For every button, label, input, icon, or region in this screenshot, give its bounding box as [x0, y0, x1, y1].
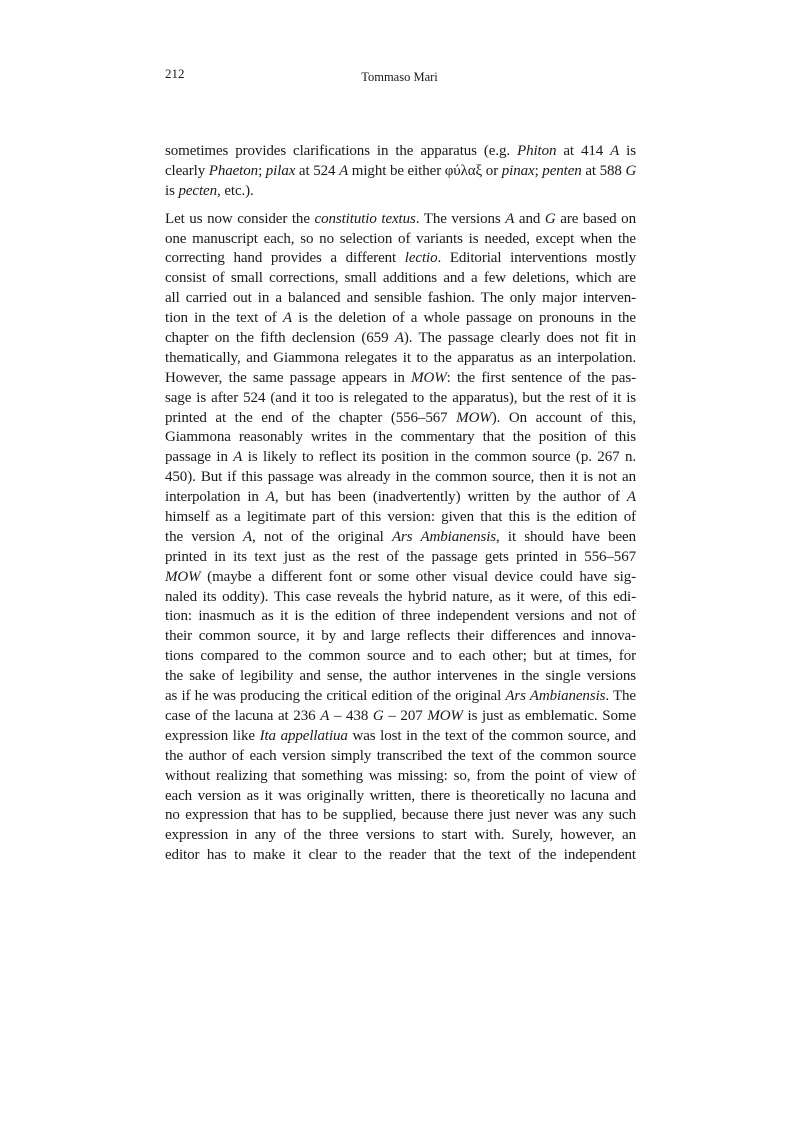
- text-line: no expression that has to be supplied, because there just never was any such: [165, 807, 636, 824]
- italic-term: MOW: [411, 369, 447, 386]
- text-line: himself as a legitimate part of this version: given that this is the edition of: [165, 509, 636, 526]
- text-line: the version A, not of the original Ars Ambianensis, it should have been: [165, 528, 636, 545]
- text-line: tion in the text of A is the deletion of a whole passage on pronouns in the: [165, 310, 636, 327]
- text-line: clearly Phaeton; pilax at 524 A might be either φύλαξ or pinax; penten at 588 G: [165, 162, 637, 179]
- paragraph: [165, 142, 636, 202]
- italic-term: penten: [542, 162, 582, 179]
- text-line: is pecten, etc.).: [165, 182, 254, 199]
- text-line: without realizing that something was missing: so, from the point of view of: [165, 767, 636, 784]
- text-line: editor has to make it clear to the reader that the text of the independent: [165, 847, 636, 864]
- text-line: each version as it was originally written, there is theoretically no lacuna and: [165, 787, 636, 804]
- text-line: sage is after 524 (and it too is relegated to the apparatus), but the rest of it is: [165, 389, 636, 406]
- italic-term: A: [610, 143, 620, 159]
- text-line: printed in its text just as the rest of the passage gets printed in 556–567: [165, 548, 636, 565]
- paragraph: [165, 210, 636, 866]
- text-line: naled its oddity). This case reveals the hybrid nature, as it were, of this edi-: [165, 588, 636, 605]
- text-line: tion: inasmuch as it is the edition of three independent versions and not of: [165, 608, 636, 625]
- text-line: interpolation in A, but has been (inadvertently) written by the author of A: [165, 489, 636, 506]
- italic-term: pinax: [501, 162, 535, 179]
- text-line: expression in any of the three versions to start with. Surely, however, an: [165, 827, 636, 844]
- text-line: Giammona reasonably writes in the commentary that the position of this: [165, 429, 636, 446]
- text-line: case of the lacuna at 236 A – 438 G – 207 MOW is just as emblematic. Some: [165, 707, 637, 724]
- italic-term: A: [394, 330, 404, 347]
- text-line: MOW (maybe a different font or some other visual device could have sig-: [165, 568, 636, 585]
- running-head: Tommaso Mari: [361, 70, 438, 84]
- italic-term: Ars Ambianensis: [391, 528, 497, 545]
- text-line: However, the same passage appears in MOW: the first sentence of the pas-: [165, 369, 636, 386]
- text-line: their common source, it by and large reflects their differences and innova-: [165, 628, 636, 645]
- italic-term: G: [372, 707, 384, 724]
- text-line: printed at the end of the chapter (556–567 MOW). On account of this,: [165, 409, 636, 426]
- italic-term: Phaeton: [208, 162, 259, 179]
- text-line: one manuscript each, so no selection of variants is needed, except when the: [165, 230, 636, 247]
- italic-term: MOW: [456, 409, 492, 426]
- body-text: [165, 142, 636, 874]
- text-line: thematically, and Giammona relegates it to the apparatus as an interpolation.: [165, 349, 636, 366]
- italic-term: lectio: [404, 250, 438, 267]
- page-number: 212: [165, 66, 185, 81]
- text-line: correcting hand provides a different lectio. Editorial interventions mostly: [165, 250, 636, 267]
- text-line: chapter on the fifth declension (659 A). The passage clearly does not fit in: [165, 330, 637, 347]
- italic-term: A: [339, 162, 349, 179]
- italic-term: A: [505, 210, 515, 227]
- italic-term: A: [233, 449, 243, 466]
- italic-term: G: [625, 162, 637, 179]
- text-line: all carried out in a balanced and sensible fashion. The only major interven-: [165, 290, 636, 307]
- text-line: consist of small corrections, small additions and a few deletions, which are: [165, 270, 636, 287]
- italic-term: A: [626, 489, 636, 506]
- italic-term: Ita appellatiua: [259, 727, 348, 744]
- text-line: 450). But if this passage was already in the common source, then it is not an: [165, 469, 636, 486]
- italic-term: A: [242, 528, 253, 545]
- text-line: expression like Ita appellatiua was lost in the text of the common source, and: [165, 727, 637, 744]
- text-line: the sake of legibility and sense, the author intervenes in the single versions: [165, 668, 636, 685]
- text-line: Let us now consider the constitutio textus. The versions A and G are based on: [165, 210, 636, 227]
- italic-term: constitutio textus: [314, 210, 416, 227]
- italic-term: A: [320, 707, 330, 724]
- italic-term: Phiton: [517, 143, 557, 159]
- text-line: sometimes provides clarifications in the apparatus (e.g. Phiton at 414 A is: [165, 143, 636, 159]
- italic-term: G: [544, 210, 556, 227]
- text-line: passage in A is likely to reflect its position in the common source (p. 267 n.: [165, 449, 636, 466]
- text-line: the author of each version simply transcribed the text of the common source: [165, 747, 636, 764]
- italic-term: MOW: [165, 568, 201, 585]
- italic-term: pecten: [178, 182, 218, 199]
- text-line: tions compared to the common source and to each other; but at times, for: [165, 648, 636, 665]
- italic-term: MOW: [427, 707, 463, 724]
- italic-term: A: [282, 310, 292, 327]
- italic-term: A: [265, 489, 275, 506]
- text-line: as if he was producing the critical edition of the original Ars Ambianensis. The: [165, 688, 636, 705]
- italic-term: pilax: [265, 162, 296, 179]
- italic-term: Ars Ambianensis: [505, 688, 606, 705]
